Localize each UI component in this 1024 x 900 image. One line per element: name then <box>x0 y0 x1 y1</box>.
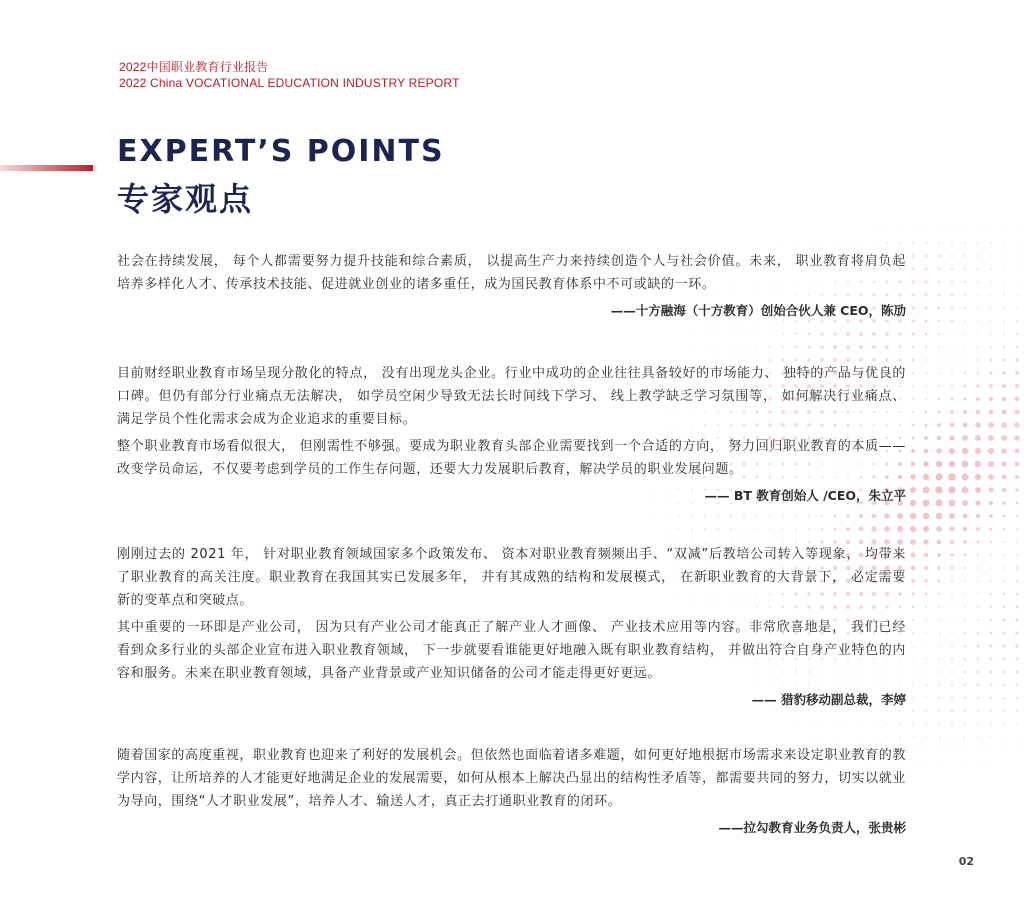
section-4-attribution: ——拉勾教育业务负责人，张贵彬 <box>718 820 906 835</box>
accent-bar <box>0 165 93 171</box>
section-3 <box>117 543 906 710</box>
section-2-paragraph-1: 目前财经职业教育市场呈现分散化的特点， 没有出现龙头企业。行业中成功的企业往往具备较好的市场能力、 独特的产品与优良的口碑。但仍有部分行业痛点无法解决， 如学员空闲少导致无法长时间线下学习、 线上教学缺乏学习氛围等， 如何解决行业痛点、满足学员个性化需求会成为企业追求的重要目标。 <box>117 366 906 427</box>
section-4-paragraph-1: 随着国家的高度重视，职业教育也迎来了利好的发展机会。但依然也面临着诸多难题，如何更好地根据市场需求来设定职业教育的教学内容，让所培养的人才能更好地满足企业的发展需要，如何从根本上解决凸显出的结构性矛盾等，都需要共同的努力，切实以就业为导向，围绕“人才职业发展”，培养人才、输送人才，真正去打通职业教育的闭环。 <box>117 748 906 809</box>
report-title-en: 2022 China VOCATIONAL EDUCATION INDUSTRY REPORT <box>119 76 460 90</box>
section-4 <box>117 744 906 838</box>
section-2 <box>117 362 906 506</box>
page-number: 02 <box>958 855 974 868</box>
section-1-attribution: ——十方融海（十方教育）创始合伙人兼 CEO，陈劢 <box>610 303 906 318</box>
page-title-cn: 专家观点 <box>117 180 254 218</box>
page-title-en: EXPERT’S POINTS <box>117 134 445 169</box>
section-3-attribution: —— 猎豹移动副总裁，李婷 <box>751 692 906 707</box>
section-3-paragraph-2: 其中重要的一环即是产业公司， 因为只有产业公司才能真正了解产业人才画像、 产业技术应用等内容。非常欣喜地是， 我们已经看到众多行业的头部企业宣布进入职业教育领域， 下一步就要看谁能更好地融入既有职业教育结构， 并做出符合自身产业特色的内容和服务。未来在职业教育领域，具备产业背景或产业知识储备的公司才能走得更好更远。 <box>117 620 906 681</box>
section-2-paragraph-2: 整个职业教育市场看似很大， 但刚需性不够强。要成为职业教育头部企业需要找到一个合适的方向， 努力回归职业教育的本质——改变学员命运，不仅要考虑到学员的工作生存问题，还要大力发展职后教育，解决学员的职业发展问题。 <box>117 439 906 477</box>
section-3-paragraph-1: 刚刚过去的 2021 年， 针对职业教育领域国家多个政策发布、 资本对职业教育频频出手、“双减”后教培公司转入等现象， 均带来了职业教育的高关注度。职业教育在我国其实已发展多年， 并有其成熟的结构和发展模式， 在新职业教育的大背景下， 必定需要新的变革点和突破点。 <box>117 547 906 608</box>
section-1 <box>117 250 906 321</box>
section-2-attribution: —— BT 教育创始人 /CEO，朱立平 <box>704 488 906 503</box>
section-1-paragraph-1: 社会在持续发展， 每个人都需要努力提升技能和综合素质， 以提高生产力来持续创造个人与社会价值。未来， 职业教育将肩负起培养多样化人才、传承技术技能、促进就业创业的诸多重任，成为国民教育体系中不可或缺的一环。 <box>117 254 906 292</box>
report-title-cn: 2022中国职业教育行业报告 <box>119 60 269 74</box>
